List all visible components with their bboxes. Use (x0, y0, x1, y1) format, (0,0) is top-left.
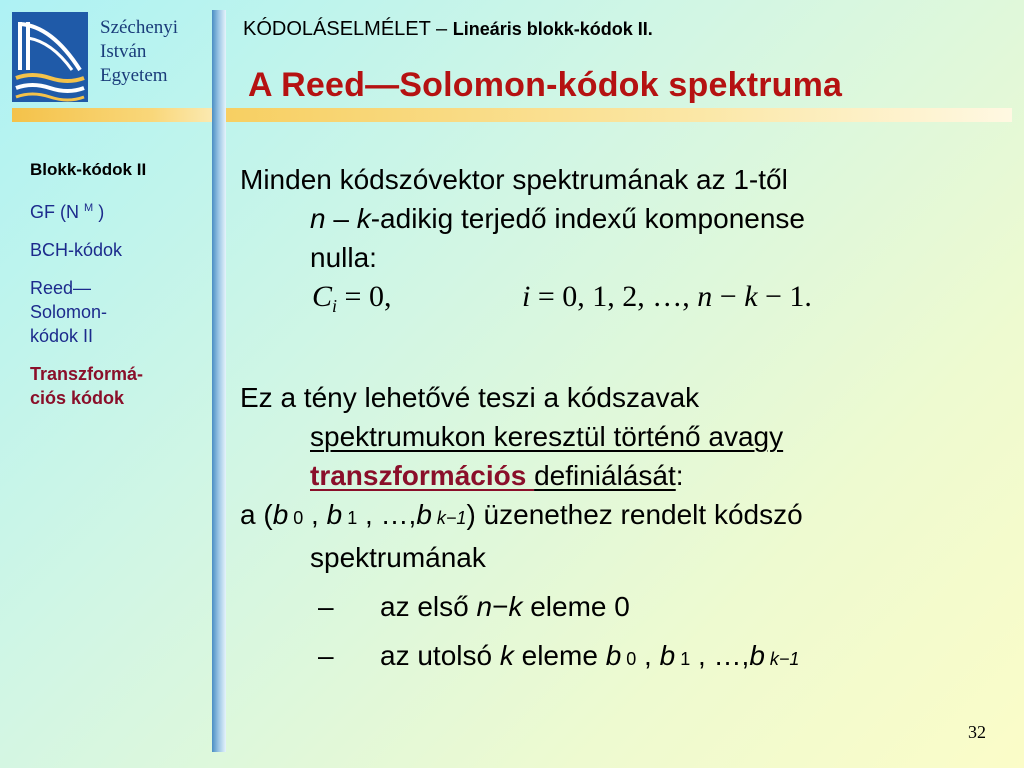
sidebar-item-label: GF (N (30, 202, 79, 222)
d1-pre: az első (380, 591, 477, 622)
p1-line-3: nulla: (310, 242, 377, 273)
p3-rest: ) üzenethez rendelt kódszó (466, 499, 803, 530)
p2-line-1: Ez a tény lehetővé teszi a kódszavak (240, 382, 700, 413)
dash-bullet: – (318, 640, 334, 671)
d1-n: n (476, 591, 493, 622)
d1-post: eleme 0 (522, 591, 630, 622)
logo-line-2: István (100, 41, 147, 62)
d2-mid: eleme (513, 640, 606, 671)
sidebar-item-label: Transzformá- (30, 364, 144, 384)
university-name (100, 16, 178, 88)
eq-var-n: n (697, 280, 713, 313)
eq-var-i: i (522, 280, 531, 313)
p2-highlight: transzformációs (310, 460, 535, 491)
d2-k: k (499, 640, 514, 671)
p3-sub-k: k−1 (431, 508, 467, 528)
sidebar-item-label: BCH-kódok (30, 240, 123, 260)
var-n: n (310, 203, 326, 234)
dash-bullet: – (318, 591, 334, 622)
sidebar-item-label-2: Solomon- (30, 302, 108, 322)
paragraph-3 (240, 495, 1000, 679)
p3-bk: b (416, 499, 432, 530)
d2-b1: b (659, 640, 676, 671)
eq-minus-1: − (712, 280, 745, 313)
d1-k: k (508, 591, 523, 622)
d2-pre: az utolsó (380, 640, 500, 671)
sidebar-item-gf[interactable] (30, 196, 205, 224)
p3-line-1 (240, 495, 1000, 538)
equation (240, 277, 1000, 326)
dash-item-1-text (380, 587, 630, 626)
p2-line-3 (240, 456, 1000, 495)
p3-sep-1: , (303, 499, 327, 530)
p3-sub-0: 0 (288, 508, 304, 528)
sidebar-nav (30, 158, 205, 424)
p3-b0: b (272, 499, 289, 530)
spacer (240, 326, 1000, 378)
p3-sep-2: , …, (357, 499, 417, 530)
d2-sub-1: 1 (675, 649, 691, 669)
course-topic: Lineáris blokk-kódok II. (452, 19, 653, 39)
p2-colon: : (675, 460, 684, 491)
d2-sub-k: k−1 (764, 649, 800, 669)
p1-line-2 (240, 199, 1000, 238)
sidebar-item-label: Reed— (30, 278, 92, 298)
equation-left (312, 277, 522, 326)
sidebar-item-transzformacios[interactable] (30, 362, 205, 410)
d2-sep-2: , …, (690, 640, 750, 671)
sidebar-item-blokk-kodok[interactable] (30, 158, 205, 182)
d2-sub-0: 0 (621, 649, 637, 669)
page-number: 32 (968, 722, 986, 742)
paragraph-2 (240, 378, 1000, 495)
p3-a: a ( (240, 499, 273, 530)
d2-b0: b (605, 640, 622, 671)
p3-line-2: spektrumának (310, 542, 486, 573)
dash-item-2 (240, 636, 1000, 679)
sidebar-item-reed-solomon[interactable] (30, 276, 205, 348)
logo-line-1: Széchenyi (100, 17, 179, 38)
eq-var-C: C (312, 280, 333, 313)
sidebar-item-label-3: kódok II (30, 326, 94, 346)
sidebar-item-after: ) (93, 202, 105, 222)
logo-line-3: Egyetem (100, 65, 168, 86)
eq-var-k: k (744, 280, 758, 313)
paragraph-1 (240, 160, 1000, 326)
course-name: KÓDOLÁSELMÉLET – (243, 18, 453, 40)
sidebar-item-label: Blokk-kódok II (30, 160, 147, 179)
eq-right-mid: = 0, 1, 2, …, (530, 280, 698, 313)
eq-left-rest: = 0, (337, 280, 392, 313)
sidebar-item-label-2: ciós kódok (30, 388, 125, 408)
dash-item-1 (240, 587, 1000, 626)
p3-sub-1: 1 (342, 508, 358, 528)
p2-line-2: spektrumukon keresztül történő avagy (310, 421, 784, 452)
logo-rule (12, 108, 212, 122)
header-rule (226, 108, 1012, 122)
d2-sep-1: , (636, 640, 660, 671)
sidebar-item-bch[interactable] (30, 238, 205, 262)
vertical-divider (212, 10, 226, 752)
p3-b1: b (326, 499, 343, 530)
eq-right-end: − 1. (757, 280, 812, 313)
var-k: k (356, 203, 371, 234)
p1-dash: – (325, 203, 357, 234)
d2-bk: b (749, 640, 765, 671)
course-header (243, 18, 653, 41)
slide-title: A Reed—Solomon-kódok spektruma (248, 66, 843, 104)
slide-body (240, 160, 1000, 679)
university-logo-icon (12, 12, 88, 102)
sidebar-item-sup: M (84, 202, 94, 214)
dash-item-2-text (380, 636, 799, 679)
p1-line-2-rest: -adikig terjedő indexű komponense (370, 203, 805, 234)
equation-right (522, 277, 812, 316)
p2-line-3-rest: definiálását (534, 460, 676, 491)
p1-line-1: Minden kódszóvektor spektrumának az 1-től (240, 164, 788, 195)
d1-minus: − (492, 591, 509, 622)
eq-sub-i: i (332, 296, 338, 316)
